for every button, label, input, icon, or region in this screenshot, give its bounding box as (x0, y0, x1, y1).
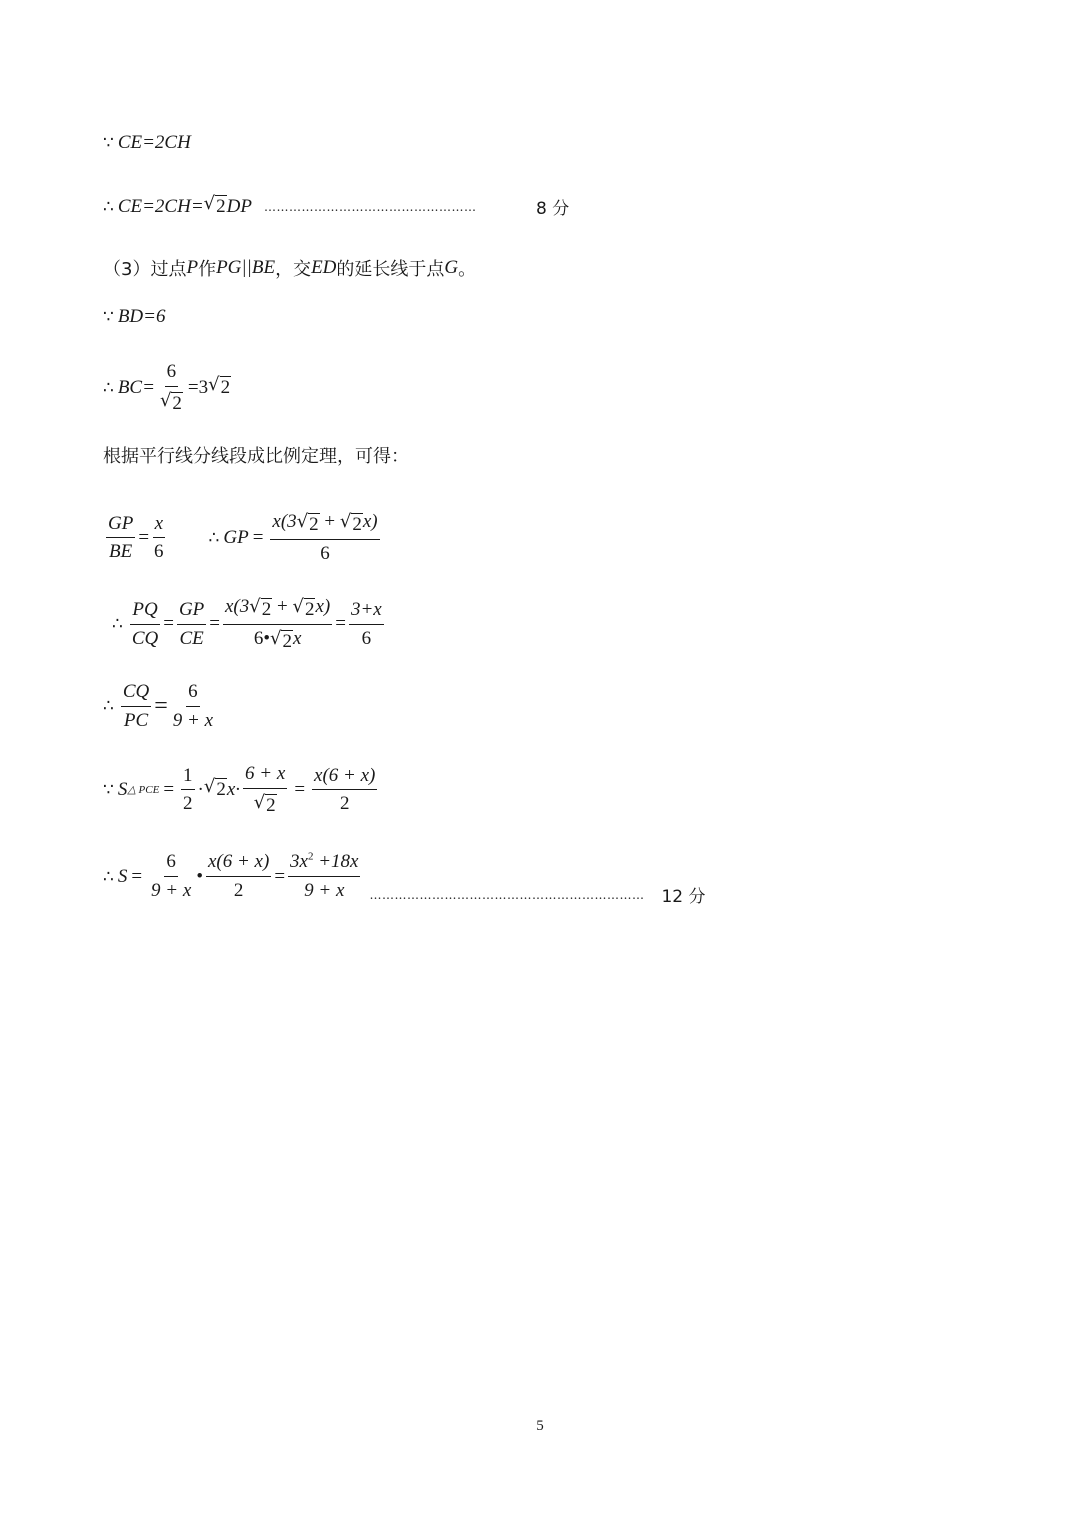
segment-ed: ED (311, 257, 337, 278)
sqrt: √ 2 (208, 373, 231, 398)
line-2 (103, 194, 569, 219)
sqrt: √ 2 (203, 192, 226, 217)
fraction-x-6: $\frac{x}{6}$ (154, 512, 164, 563)
expression-rest: DP (226, 195, 252, 217)
line-6 (103, 442, 409, 468)
text-end: 。 (458, 259, 477, 280)
therefore-symbol: ∴ (112, 614, 123, 635)
therefore-symbol: ∴ (208, 527, 220, 548)
parallel-expr: PG||BE (216, 257, 276, 278)
text-mid3: 的延长线于点 (336, 259, 445, 280)
because-symbol: ∵ (103, 133, 114, 153)
point-p: P (186, 257, 199, 278)
therefore-symbol: ∴ (103, 866, 114, 887)
expression-lhs: CE=2CH= (117, 195, 204, 217)
expression: BD=6 (117, 306, 166, 327)
fraction-gp-value: x(3 √ 2 + √ 2 x) 6 (272, 511, 378, 564)
line-3 (103, 255, 476, 281)
line-11: ∴ S = $\frac{6}{9 + x}$ • $\frac{x(6 + x)}{2}$ = $\frac{3x^2 +18x}{9 + x}$ ………………………………………………………… 12 分 (103, 850, 706, 907)
line-10: ∵ S △ PCE = $\frac{1}{2}$ · √ 2 x· 6 + x √ 2 = $\frac{x(6 + x)}{2}$ (103, 763, 376, 816)
score-leader-dots: ………………………………………………………… (369, 887, 645, 902)
score-label: 12 分 (661, 887, 706, 907)
page-number: 5 (536, 1418, 544, 1434)
text-prefix: （3）过点 (103, 259, 187, 280)
line-7: $\frac{GP}{BE}$ = $\frac{x}{6}$ ∴ GP = x(3 √ 2 + √ 2 x) 6 (108, 511, 378, 564)
therefore-symbol: ∴ (103, 377, 114, 398)
because-symbol: ∵ (103, 779, 114, 800)
line-4 (103, 306, 165, 328)
expression: CE=2CH (117, 132, 191, 153)
fraction: 6 √ 2 (159, 361, 182, 414)
text-mid2: ，交 (275, 259, 312, 280)
point-g: G (444, 257, 459, 278)
line-1 (103, 132, 191, 154)
therefore-symbol: ∴ (103, 196, 114, 217)
score-leader-dots: …………………………………………… (263, 199, 477, 214)
line-5: ∴ BC= 6 √ 2 = 3 √ 2 (103, 361, 231, 414)
text-mid1: 作 (198, 259, 217, 280)
line-9: ∴ $\frac{CQ}{PC}$ = $\frac{6}{9 + x}$ (103, 681, 214, 731)
expression-lhs: BC= (117, 376, 155, 398)
area-symbol: S (117, 778, 128, 800)
score-label: 8 分 (535, 199, 570, 219)
therefore-symbol: ∴ (103, 696, 114, 717)
line-8: ∴ $\frac{PQ}{CQ}$ = $\frac{GP}{CE}$ = x(3 √ 2 + √ 2 x) 6• √ 2 x = $\frac{3+x}{6}$ (112, 596, 382, 652)
theorem-text: 根据平行线分线段成比例定理，可得： (103, 446, 409, 467)
because-symbol: ∵ (103, 307, 114, 327)
fraction-gp-be: $\frac{GP}{BE}$ (108, 512, 134, 563)
